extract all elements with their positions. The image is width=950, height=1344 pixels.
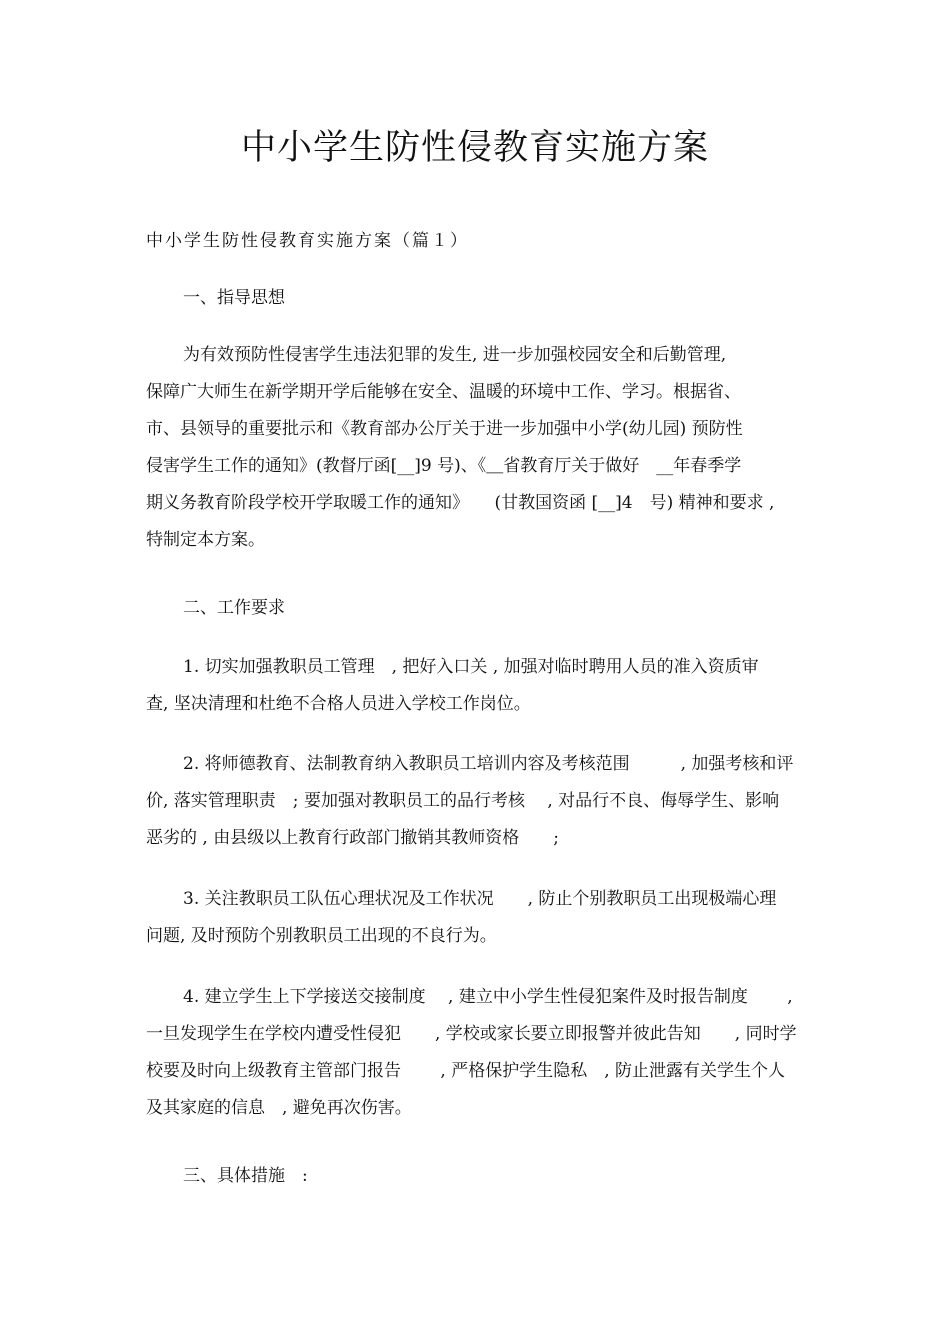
paragraph-requirement-2 bbox=[146, 746, 816, 857]
section-heading-work-requirements: 二、工作要求 bbox=[183, 598, 285, 618]
document-title: 中小学生防性侵教育实施方案 bbox=[240, 128, 709, 168]
paragraph-line: 1. 切实加强教职员工管理 , 把好入口关 , 加强对临时聘用人员的准入资质审 bbox=[183, 657, 759, 677]
paragraph-line: 一旦发现学生在学校内遭受性侵犯 , 学校或家长要立即报警并彼此告知 , 同时学 bbox=[146, 1024, 797, 1044]
paragraph-requirement-4 bbox=[146, 979, 816, 1127]
document-subtitle: 中小学生防性侵教育实施方案（篇１） bbox=[146, 231, 469, 251]
paragraph-guiding-ideology bbox=[146, 337, 816, 559]
paragraph-requirement-3 bbox=[146, 881, 816, 955]
paragraph-line: 侵害学生工作的通知》(教督厅函[__]9 号)、《＿省教育厅关于做好 __年春季学 bbox=[146, 456, 742, 476]
paragraph-line: 校要及时向上级教育主管部门报告 , 严格保护学生隐私 , 防止泄露有关学生个人 bbox=[146, 1061, 786, 1081]
paragraph-line: 及其家庭的信息 , 避免再次伤害。 bbox=[146, 1098, 412, 1118]
paragraph-line: 为有效预防性侵害学生违法犯罪的发生, 进一步加强校园安全和后勤管理, bbox=[183, 345, 727, 365]
paragraph-line: 3. 关注教职员工队伍心理状况及工作状况 , 防止个别教职员工出现极端心理 bbox=[183, 889, 777, 909]
paragraph-line: 市、县领导的重要批示和《教育部办公厅关于进一步加强中小学(幼儿园) 预防性 bbox=[146, 419, 743, 439]
paragraph-line: 4. 建立学生上下学接送交接制度 , 建立中小学生性侵犯案件及时报告制度 , bbox=[183, 987, 793, 1007]
paragraph-line: 期义务教育阶段学校开学取暖工作的通知》 (甘教国资函 [__]4 号) 精神和要求 , bbox=[146, 493, 775, 513]
paragraph-line: 查, 坚决清理和杜绝不合格人员进入学校工作岗位。 bbox=[146, 694, 531, 714]
paragraph-line: 2. 将师德教育、法制教育纳入教职员工培训内容及考核范围 , 加强考核和评 bbox=[183, 754, 794, 774]
paragraph-line: 价, 落实管理职责 ; 要加强对教职员工的品行考核 , 对品行不良、侮辱学生、影响 bbox=[146, 791, 780, 811]
paragraph-line: 恶劣的 , 由县级以上教育行政部门撤销其教师资格 ; bbox=[146, 828, 559, 848]
paragraph-line: 保障广大师生在新学期开学后能够在安全、温暖的环境中工作、学习。根据省、 bbox=[146, 382, 741, 402]
section-heading-guiding-ideology: 一、指导思想 bbox=[183, 288, 285, 308]
paragraph-line: 特制定本方案。 bbox=[146, 530, 265, 550]
paragraph-line: 问题, 及时预防个别教职员工出现的不良行为。 bbox=[146, 926, 497, 946]
paragraph-requirement-1 bbox=[146, 649, 816, 723]
section-heading-specific-measures: 三、具体措施 : bbox=[183, 1166, 308, 1186]
